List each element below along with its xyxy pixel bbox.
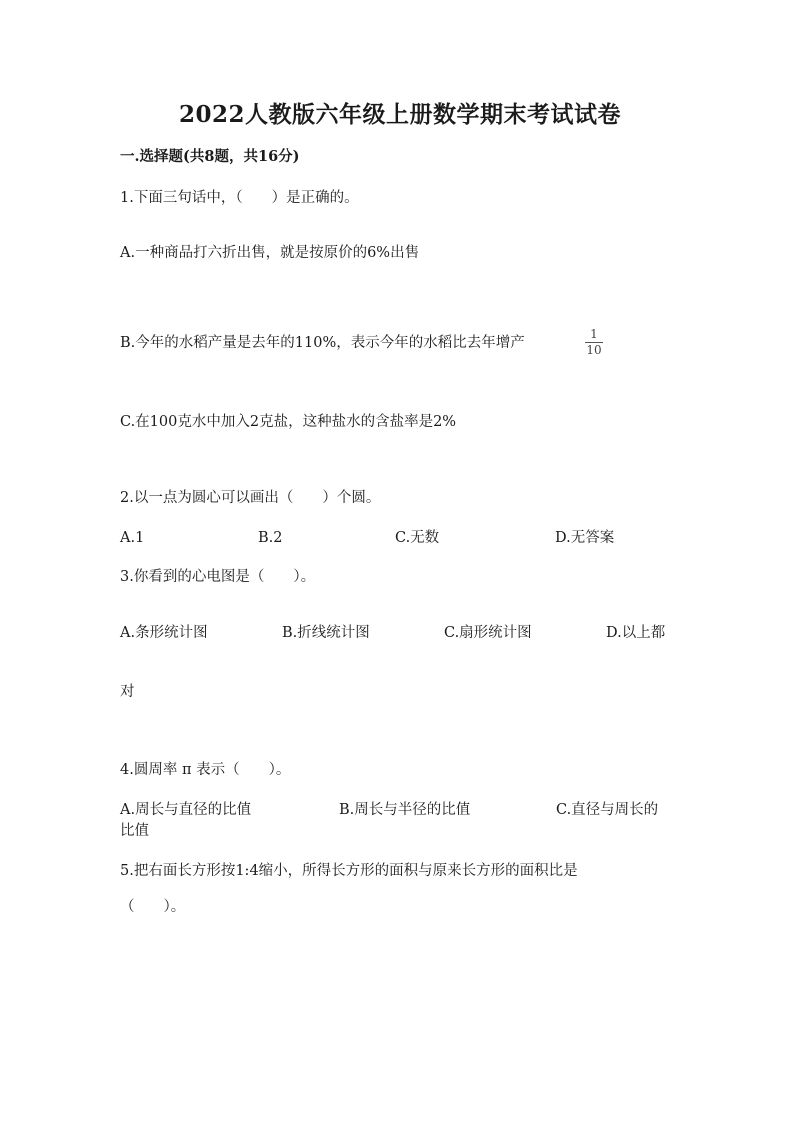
question-3-option-d: D.以上都 [606, 625, 666, 641]
question-3-option-b: B.折线统计图 [282, 625, 370, 641]
section-heading: 一.选择题(共8题，共16分) [120, 148, 300, 165]
question-2-option-a: A.1 [120, 530, 145, 546]
fraction-one-tenth [585, 328, 603, 357]
question-2-option-d: D.无答案 [555, 530, 615, 546]
question-2-option-c: C.无数 [395, 530, 440, 546]
question-5-stem: 5.把右面长方形按1:4缩小，所得长方形的面积与原来长方形的面积比是 [120, 863, 578, 879]
question-1-option-b: B.今年的水稻产量是去年的110%，表示今年的水稻比去年增产 [120, 335, 525, 351]
question-1-option-c: C.在100克水中加入2克盐，这种盐水的含盐率是2% [120, 414, 457, 430]
question-4-option-b: B.周长与半径的比值 [339, 802, 471, 818]
question-3-option-a: A.条形统计图 [120, 625, 208, 641]
question-1-option-a: A.一种商品打六折出售，就是按原价的6%出售 [120, 245, 420, 261]
fraction-numerator: 1 [590, 327, 598, 341]
question-4-stem: 4.圆周率 π 表示（ ）。 [120, 762, 291, 778]
question-5-stem-continued: （ ）。 [120, 899, 186, 915]
question-4-option-c-continued: 比值 [120, 823, 149, 839]
question-3-stem: 3.你看到的心电图是（ ）。 [120, 569, 316, 585]
question-3-option-c: C.扇形统计图 [444, 625, 532, 641]
question-4-option-a: A.周长与直径的比值 [120, 802, 252, 818]
question-4-option-c: C.直径与周长的 [556, 802, 659, 818]
page-title: 2022人教版六年级上册数学期末考试试卷 [178, 101, 621, 128]
question-2-option-b: B.2 [258, 530, 283, 546]
question-2-stem: 2.以一点为圆心可以画出（ ）个圆。 [120, 490, 381, 506]
fraction-denominator: 10 [586, 343, 602, 357]
question-1-stem: 1.下面三句话中，（ ）是正确的。 [120, 190, 359, 206]
question-3-option-d-continued: 对 [120, 684, 135, 700]
